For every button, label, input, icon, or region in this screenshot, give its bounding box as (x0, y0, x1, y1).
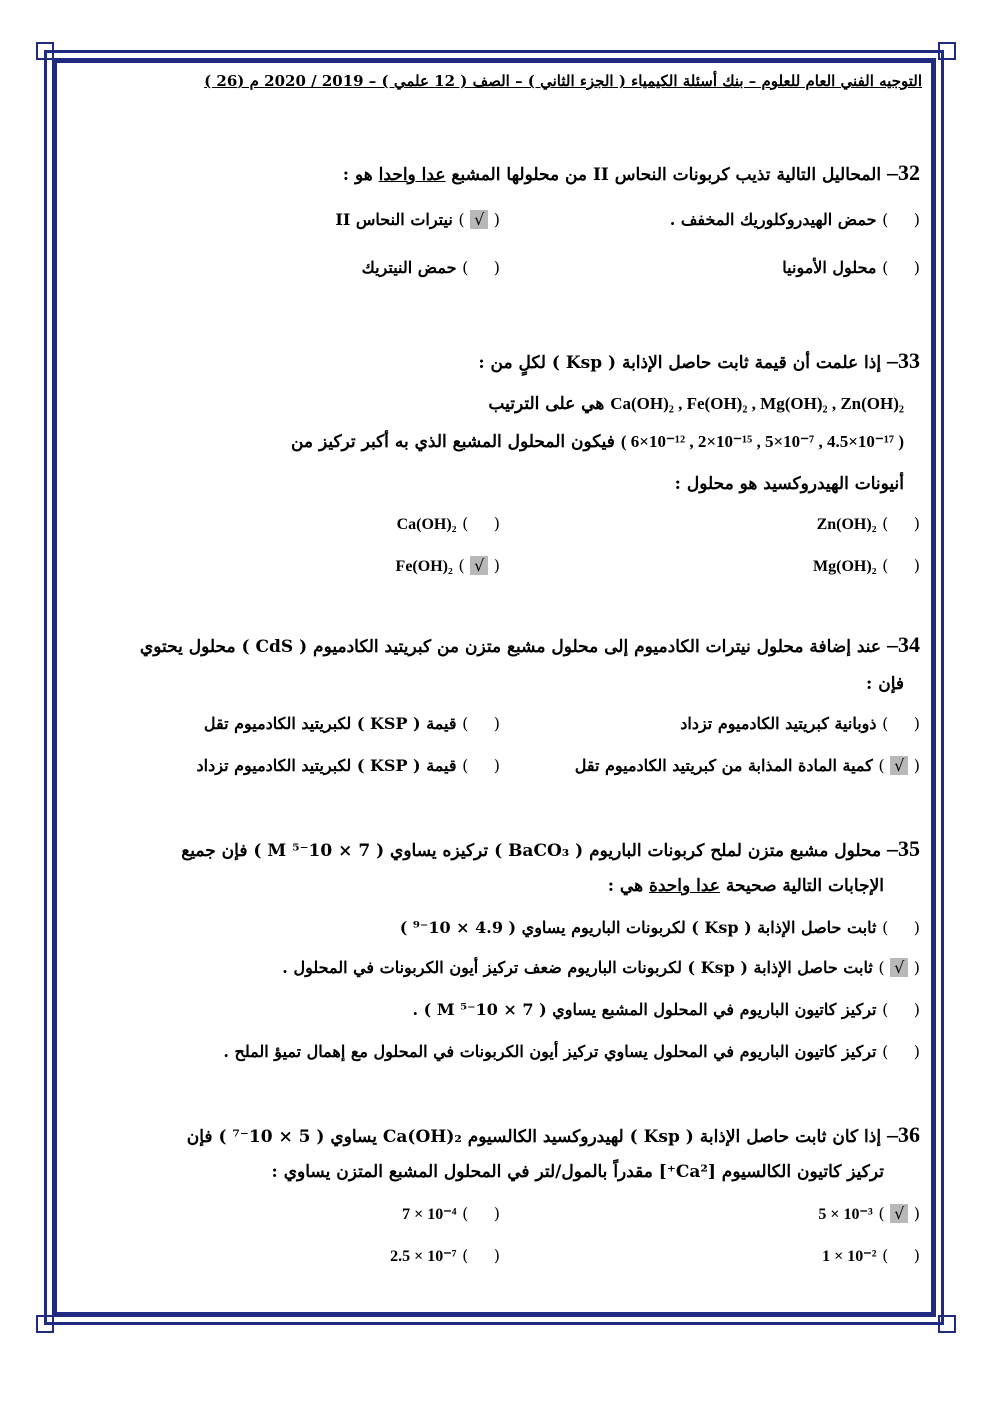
question-stem: فإن : (866, 674, 904, 694)
option-32-b[interactable]: ( √ ) نيترات النحاس II (335, 210, 500, 229)
border-corner-ornament (938, 1315, 956, 1333)
question-stem: عند إضافة محلول نيترات الكادميوم إلى محلول مشبع متزن من كبريتيد الكادميوم ( CdS ) محلول يحتوي (139, 637, 882, 657)
check-mark-icon: √ (890, 958, 908, 977)
question-33-line2 (488, 394, 904, 414)
option-33-c[interactable]: ( ) Mg(OH)₂ (813, 556, 920, 575)
option-35-d[interactable]: ( ) تركيز كاتيون الباريوم في المحلول يساوي تركيز أيون الكربونات في المحلول مع إهمال تميؤ الملح . (223, 1042, 920, 1061)
option-36-a[interactable]: ( √ ) 5 × 10⁻³ (818, 1204, 920, 1223)
border-corner-ornament (36, 1315, 54, 1333)
question-stem: الإجابات التالية صحيحة (725, 876, 884, 896)
question-stem: إذا كان ثابت حاصل الإذابة ( Ksp ) لهيدروكسيد الكالسيوم Ca(OH)₂ يساوي ( 5 × 10⁻⁷ ) فإن (186, 1127, 882, 1147)
option-34-b[interactable]: ( ) قيمة ( KSP ) لكبريتيد الكادميوم تقل (203, 714, 500, 733)
question-stem: المحاليل التالية تذيب كربونات النحاس II من محلولها المشبع (451, 165, 882, 185)
formula-list: Ca(OH)₂ , Fe(OH)₂ , Mg(OH)₂ , Zn(OH)₂ (610, 394, 904, 413)
question-number: 33– (887, 348, 920, 373)
option-text: ثابت حاصل الإذابة ( Ksp ) لكربونات الباريوم ضعف تركيز أيون الكربونات في المحلول . (282, 958, 873, 977)
option-36-c[interactable]: ( ) 1 × 10⁻² (822, 1246, 920, 1265)
question-36-line2 (272, 1162, 884, 1182)
question-number: 32– (887, 160, 920, 185)
option-33-a[interactable]: ( ) Zn(OH)₂ (816, 514, 920, 533)
option-33-d[interactable]: ( √ ) Fe(OH)₂ (395, 556, 500, 575)
check-mark-icon: √ (470, 210, 488, 229)
option-text: Fe(OH)₂ (395, 558, 453, 575)
option-text: 2.5 × 10⁻⁷ (390, 1248, 457, 1265)
question-34-line2 (866, 674, 904, 694)
option-34-d[interactable]: ( ) قيمة ( KSP ) لكبريتيد الكادميوم تزداد (196, 756, 500, 775)
option-text: ذوبانية كبريتيد الكادميوم تزداد (680, 714, 877, 733)
option-text: Ca(OH)₂ (396, 516, 457, 533)
option-text: Zn(OH)₂ (816, 516, 877, 533)
option-33-b[interactable]: ( ) Ca(OH)₂ (396, 514, 500, 533)
option-text: Mg(OH)₂ (813, 558, 877, 575)
option-text: قيمة ( KSP ) لكبريتيد الكادميوم تزداد (196, 756, 457, 775)
option-text: قيمة ( KSP ) لكبريتيد الكادميوم تقل (203, 714, 457, 733)
option-text: تركيز كاتيون الباريوم في المحلول المشبع يساوي ( 7 × 10⁻⁵ M ) . (412, 1000, 877, 1019)
question-number: 34– (887, 632, 920, 657)
option-text: 1 × 10⁻² (822, 1248, 877, 1265)
option-text: حمض الهيدروكلوريك المخفف . (669, 210, 877, 229)
option-35-a[interactable]: ( ) ثابت حاصل الإذابة ( Ksp ) لكربونات الباريوم يساوي ( 4.9 × 10⁻⁹ ) (399, 918, 920, 937)
page-header: التوجيه الفني العام للعلوم – بنك أسئلة الكيمياء ( الجزء الثاني ) – الصف ( 12 علمي ) – 2019 / 2020 م (26 ) (204, 72, 922, 90)
question-stem: محلول مشبع متزن لملح كربونات الباريوم ( BaCO₃ ) تركيزه يساوي ( 7 × 10⁻⁵ M ) فإن جميع (181, 841, 882, 861)
option-35-c[interactable]: ( ) تركيز كاتيون الباريوم في المحلول المشبع يساوي ( 7 × 10⁻⁵ M ) . (412, 1000, 920, 1019)
question-stem: تركيز كاتيون الكالسيوم [Ca²⁺] مقدراً بالمول/لتر في المحلول المشبع المتزن يساوي : (271, 1162, 884, 1182)
check-mark-icon: √ (470, 556, 488, 575)
question-stem: أنيونات الهيدروكسيد هو محلول : (674, 474, 904, 494)
question-number: 35– (887, 836, 920, 861)
ksp-values: ( 6×10⁻¹² , 2×10⁻¹⁵ , 5×10⁻⁷ , 4.5×10⁻¹⁷ ) (620, 432, 904, 451)
question-35-line2 (608, 876, 884, 896)
border-corner-ornament (36, 42, 54, 60)
question-34 (140, 632, 920, 658)
check-mark-icon: √ (890, 1204, 908, 1223)
question-stem: إذا علمت أن قيمة ثابت حاصل الإذابة ( Ksp ) لكلٍ من : (478, 353, 882, 373)
question-stem-end: هي : (607, 876, 644, 896)
option-text: كمية المادة المذابة من كبريتيد الكادميوم تقل (574, 756, 873, 775)
question-33 (478, 348, 920, 374)
question-35 (181, 836, 920, 862)
option-text: 7 × 10⁻⁴ (402, 1206, 457, 1223)
option-text: نيترات النحاس II (335, 210, 453, 229)
option-text: ثابت حاصل الإذابة ( Ksp ) لكربونات الباريوم يساوي ( 4.9 × 10⁻⁹ ) (399, 918, 877, 937)
question-stem: هي على الترتيب (488, 394, 605, 414)
border-corner-ornament (938, 42, 956, 60)
option-32-a[interactable]: ( ) حمض الهيدروكلوريك المخفف . (669, 210, 920, 229)
option-36-d[interactable]: ( ) 2.5 × 10⁻⁷ (390, 1246, 500, 1265)
option-32-d[interactable]: ( ) حمض النيتريك (361, 258, 500, 277)
option-34-c[interactable]: ( √ ) كمية المادة المذابة من كبريتيد الكادميوم تقل (574, 756, 920, 775)
option-36-b[interactable]: ( ) 7 × 10⁻⁴ (402, 1204, 500, 1223)
option-text: تركيز كاتيون الباريوم في المحلول يساوي تركيز أيون الكربونات في المحلول مع إهمال تميؤ الملح . (223, 1042, 877, 1061)
question-33-line3 (291, 432, 904, 452)
question-stem: فيكون المحلول المشبع الذي به أكبر تركيز من (290, 432, 615, 452)
question-stem-underlined: عدا واحدة (648, 876, 720, 896)
question-number: 36– (887, 1122, 920, 1147)
question-33-line4 (675, 474, 904, 494)
option-35-b[interactable]: ( √ ) ثابت حاصل الإذابة ( Ksp ) لكربونات الباريوم ضعف تركيز أيون الكربونات في المحلول . (282, 958, 920, 977)
option-text: 5 × 10⁻³ (818, 1206, 873, 1223)
option-34-a[interactable]: ( ) ذوبانية كبريتيد الكادميوم تزداد (680, 714, 920, 733)
question-stem-underlined: عدا واحدا (378, 165, 446, 185)
option-32-c[interactable]: ( ) محلول الأمونيا (782, 258, 920, 277)
option-text: محلول الأمونيا (782, 258, 877, 277)
check-mark-icon: √ (890, 756, 908, 775)
question-stem-end: هو : (342, 165, 373, 185)
question-36 (187, 1122, 920, 1148)
question-32 (343, 160, 920, 186)
option-text: حمض النيتريك (361, 258, 457, 277)
